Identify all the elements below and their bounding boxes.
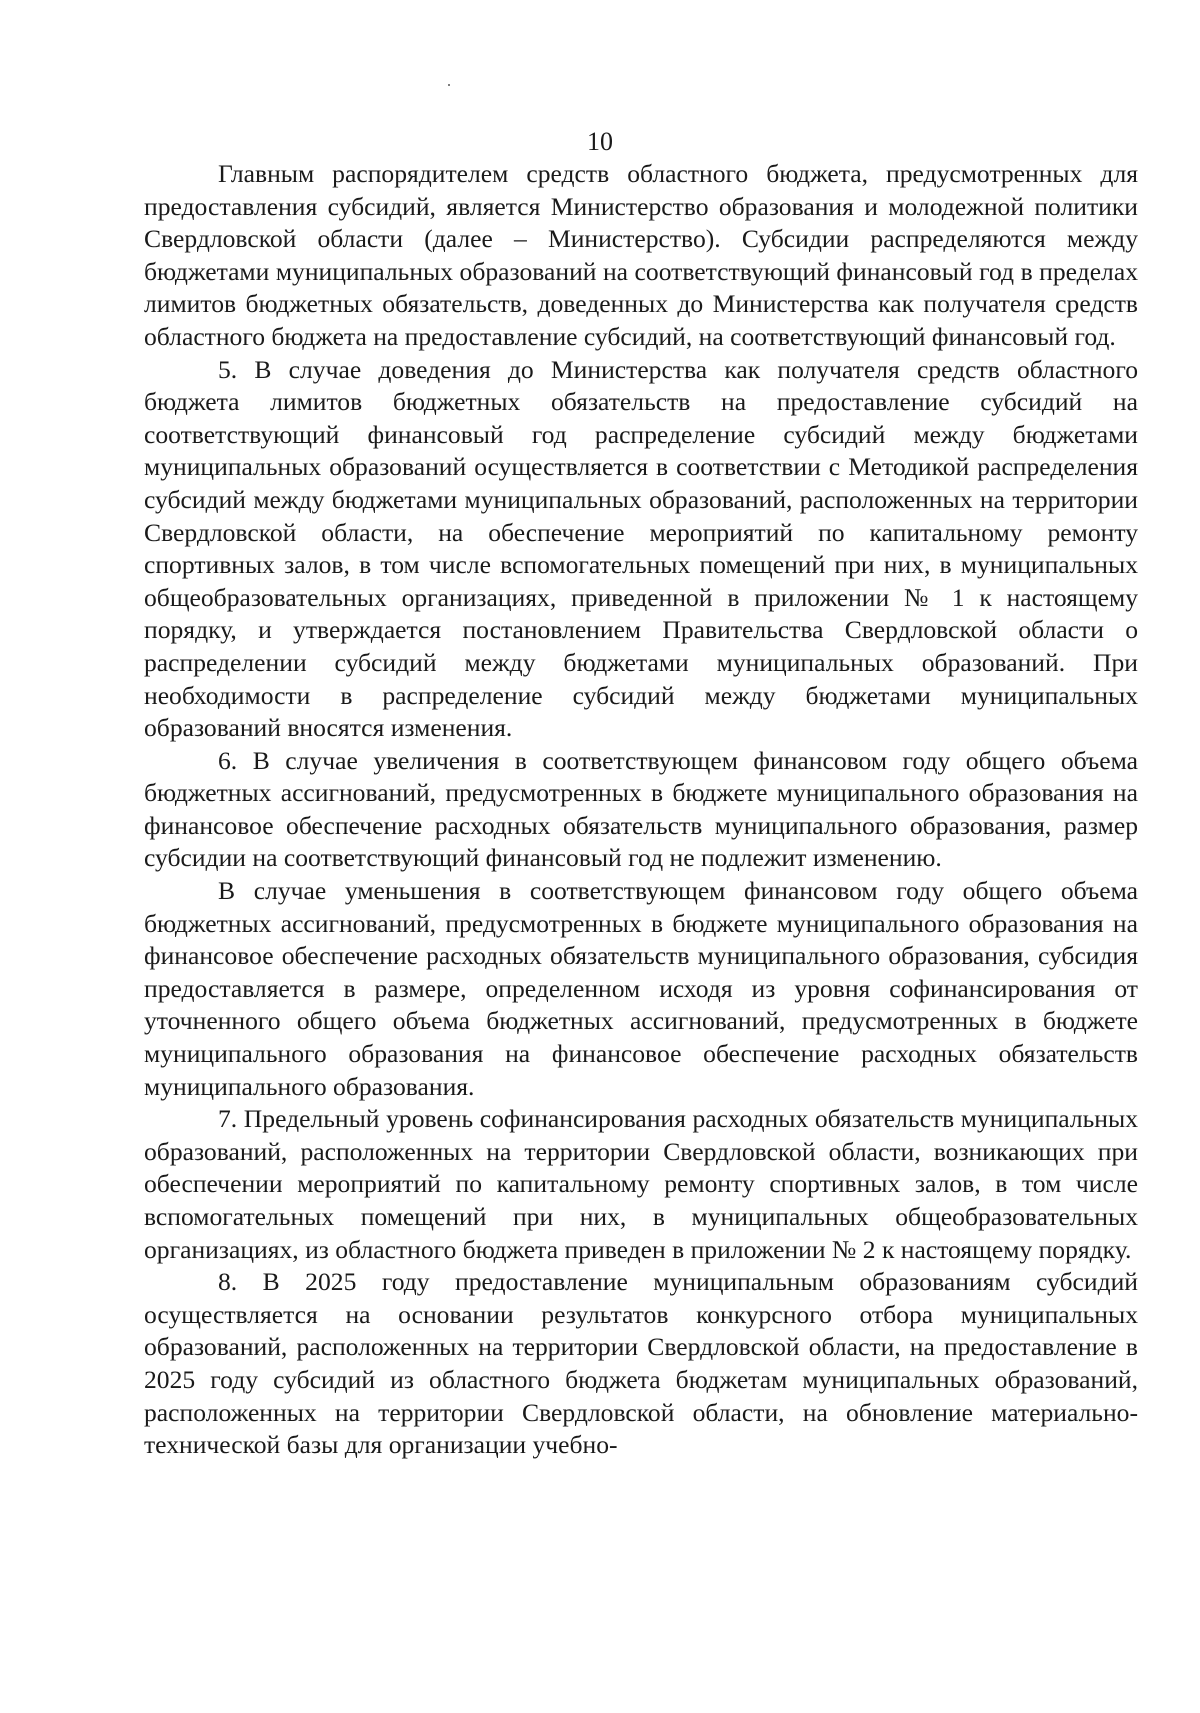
paragraph-item-6: 6. В случае увеличения в соответствующем финансовом году общего объема бюджетных ассигнований, предусмотренных в бюджете муниципального образования на финансовое обеспечение расходных обязательств муниципального образования, размер субсидии на соответствующий финансовый год не подлежит изменению. xyxy=(144,745,1138,873)
scan-speck xyxy=(448,84,450,86)
document-body xyxy=(144,158,1138,1462)
paragraph-item-8: 8. В 2025 году предоставление муниципальным образованиям субсидий осуществляется на основании результатов конкурсного отбора муниципальных образований, расположенных на территории Свердловской области, на предоставление в 2025 году субсидий из областного бюджета бюджетам муниципальных образований, расположенных на территории Свердловской области, на обновление материально-технической базы для организации учебно- xyxy=(144,1267,1138,1460)
page-number: 10 xyxy=(587,127,613,156)
paragraph-item-7: 7. Предельный уровень софинансирования расходных обязательств муниципальных образований, расположенных на территории Свердловской области, возникающих при обеспечении мероприятий по капитальному ремонту спортивных залов, в том числе вспомогательных помещений при них, в муниципальных общеобразовательных организациях, из областного бюджета приведен в приложении № 2 к настоящему порядку. xyxy=(144,1104,1138,1264)
paragraph-item-5: 5. В случае доведения до Министерства как получателя средств областного бюджета лимитов бюджетных обязательств на предоставление субсидий на соответствующий финансовый год распределение субсидий между бюджетами муниципальных образований осуществляется в соответствии с Методикой распределения субсидий между бюджетами муниципальных образований, расположенных на территории Свердловской области, на обеспечение мероприятий по капитальному ремонту спортивных залов, в том числе вспомогательных помещений при них, в муниципальных общеобразовательных организациях, приведенной в приложении № 1 к настоящему порядку, и утверждается постановлением Правительства Свердловской области о распределении субсидий между бюджетами муниципальных образований. При необходимости в распределение субсидий между бюджетами муниципальных образований вносятся изменения. xyxy=(144,354,1138,743)
paragraph-main-distributor: Главным распорядителем средств областного бюджета, предусмотренных для предоставления субсидий, является Министерство образования и молодежной политики Свердловской области (далее – Министерство). Субсидии распределяются между бюджетами муниципальных образований на соответствующий финансовый год в пределах лимитов бюджетных обязательств, доведенных до Министерства как получателя средств областного бюджета на предоставление субсидий, на соответствующий финансовый год. xyxy=(144,159,1138,351)
paragraph-item-6-decrease: В случае уменьшения в соответствующем финансовом году общего объема бюджетных ассигнований, предусмотренных в бюджете муниципального образования на финансовое обеспечение расходных обязательств муниципального образования, субсидия предоставляется в размере, определенном исходя из уровня софинансирования от уточненного общего объема бюджетных ассигнований, предусмотренных в бюджете муниципального образования на финансовое обеспечение расходных обязательств муниципального образования. xyxy=(144,876,1138,1101)
